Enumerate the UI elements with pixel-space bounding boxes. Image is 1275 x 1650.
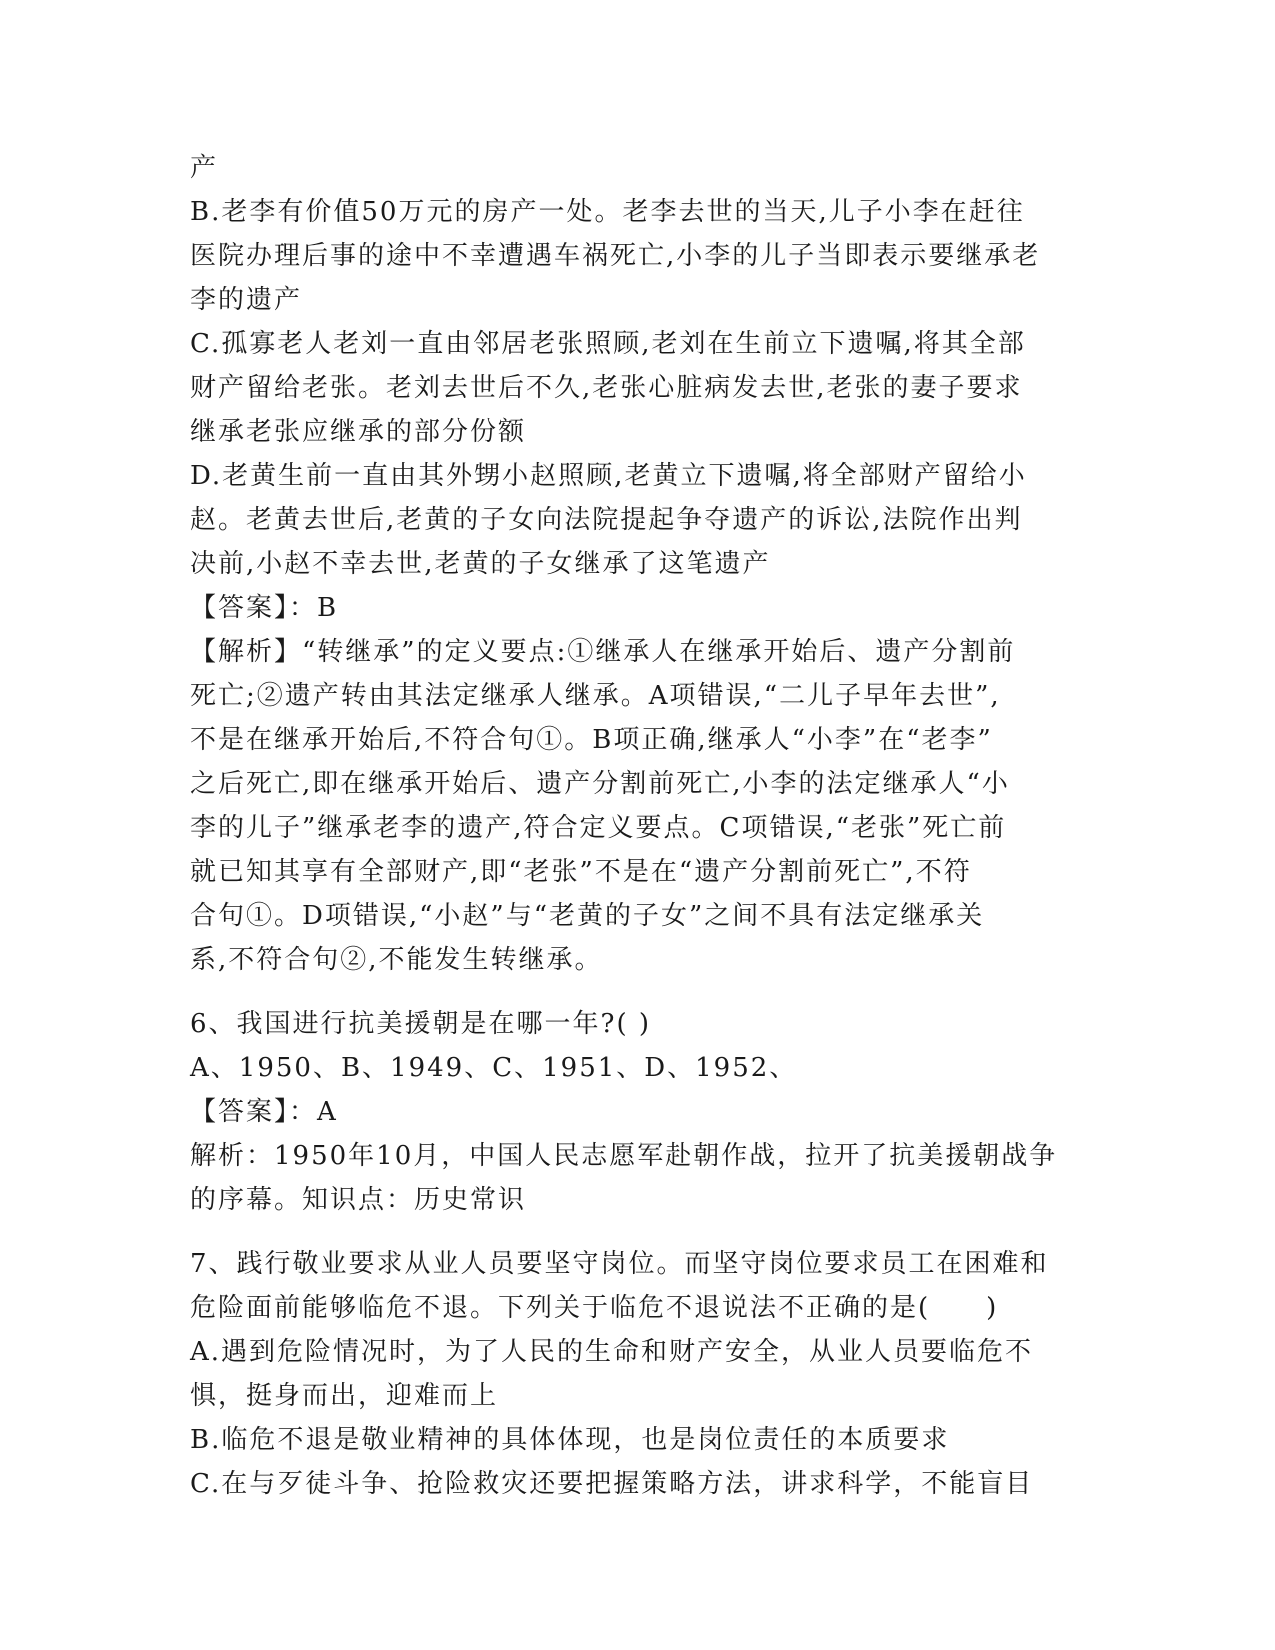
text-line: 决前,小赵不幸去世,老黄的子女继承了这笔遗产 [190,549,771,579]
text-line: C.孤寡老人老刘一直由邻居老张照顾,老刘在生前立下遗嘱,将其全部 [190,329,1026,359]
text-line: D.老黄生前一直由其外甥小赵照顾,老黄立下遗嘱,将全部财产留给小 [190,461,1027,491]
q7-option-c: C.在与歹徒斗争、抢险救灾还要把握策略方法，讲求科学，不能盲目 [190,1469,1034,1499]
text-line: B.老李有价值50万元的房产一处。老李去世的当天,儿子小李在赶往 [190,197,1025,227]
text-line: 李的儿子”继承老李的遗产,符合定义要点。C项错误,“老张”死亡前 [190,813,1007,843]
text-line: 7、践行敬业要求从业人员要坚守岗位。而坚守岗位要求员工在困难和 [190,1249,1049,1279]
text-line: 李的遗产 [190,285,303,315]
spacer [190,1222,1090,1242]
q6-question: 6、我国进行抗美援朝是在哪一年?( ) [190,1009,652,1039]
text-line: 就已知其享有全部财产,即“老张”不是在“遗产分割前死亡”,不符 [190,857,972,887]
text-line: 不是在继承开始后,不符合句①。B项正确,继承人“小李”在“老李” [190,725,993,755]
text-line: A.遇到危险情况时，为了人民的生命和财产安全，从业人员要临危不 [190,1337,1034,1367]
question-6 [190,1002,1090,1222]
q6-options: A、1950、B、1949、C、1951、D、1952、 [190,1053,798,1083]
q5-answer: 【答案】：B [190,593,339,623]
document-content [190,146,1090,1506]
q5-option-b [190,190,1090,322]
text-line: 危险面前能够临危不退。下列关于临危不退说法不正确的是( ) [190,1293,999,1323]
q5-option-d [190,454,1090,586]
text-line: 的序幕。知识点：历史常识 [190,1185,527,1215]
q5-option-c [190,322,1090,454]
text-line: 合句①。D项错误,“小赵”与“老黄的子女”之间不具有法定继承关 [190,901,985,931]
q6-answer: 【答案】：A [190,1097,338,1127]
text-line: 医院办理后事的途中不幸遭遇车祸死亡,小李的儿子当即表示要继承老 [190,241,1041,271]
text-line: 继承老张应继承的部分份额 [190,417,527,447]
question-7 [190,1242,1090,1506]
q7-option-b: B.临危不退是敬业精神的具体体现，也是岗位责任的本质要求 [190,1425,950,1455]
text-line: 赵。老黄去世后,老黄的子女向法院提起争夺遗产的诉讼,法院作出判 [190,505,1023,535]
text-line: 惧，挺身而出，迎难而上 [190,1381,499,1411]
q5-analysis [190,630,1090,982]
text-line: 【解析】“转继承”的定义要点:①继承人在继承开始后、遗产分割前 [190,637,1016,667]
text-line: 解析：1950年10月，中国人民志愿军赴朝作战，拉开了抗美援朝战争 [190,1141,1058,1171]
spacer [190,982,1090,1002]
text-line: 死亡;②遗产转由其法定继承人继承。A项错误,“二儿子早年去世”, [190,681,1001,711]
text-line: 系,不符合句②,不能发生转继承。 [190,945,603,975]
text-line: 财产留给老张。老刘去世后不久,老张心脏病发去世,老张的妻子要求 [190,373,1023,403]
text-line: 之后死亡,即在继承开始后、遗产分割前死亡,小李的法定继承人“小 [190,769,1010,799]
q5-option-a-tail: 产 [190,153,219,183]
